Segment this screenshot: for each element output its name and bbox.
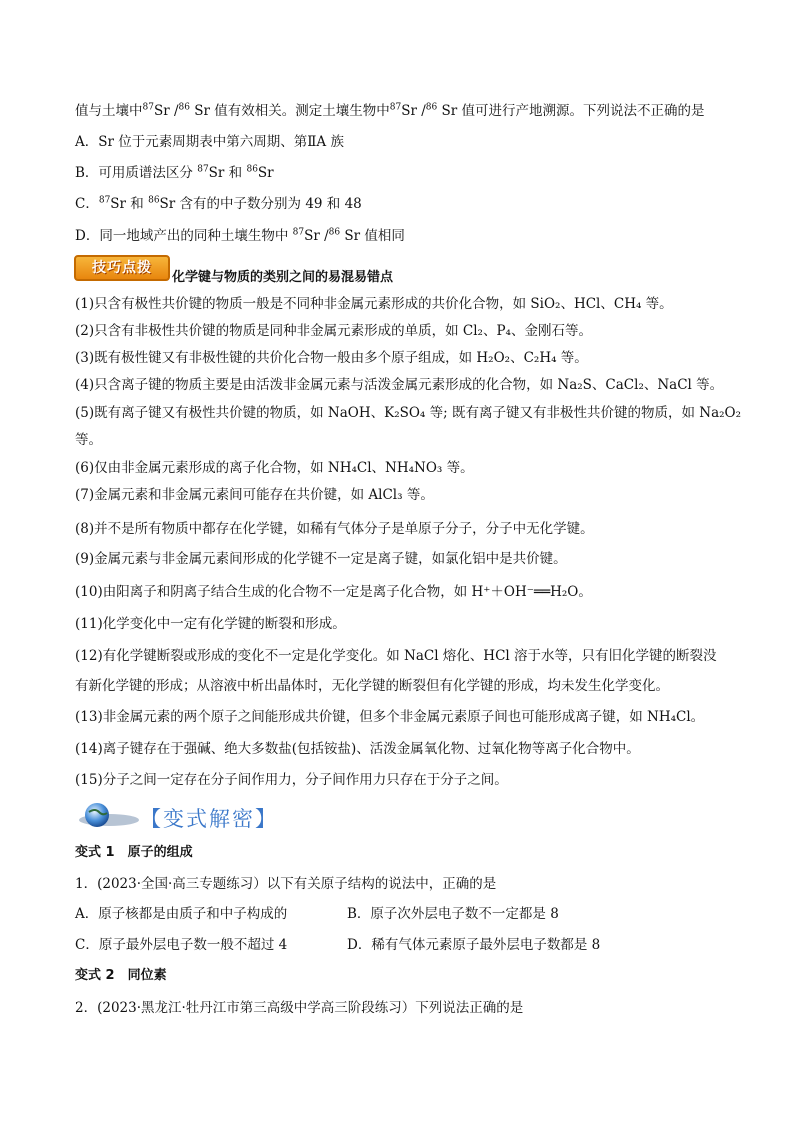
intro-text: 值与土壤中 bbox=[75, 103, 143, 119]
option-text: D．同一地域产出的同种土壤生物中 bbox=[75, 228, 293, 244]
question-1-option-d: D．稀有气体元素原子最外层电子数都是 8 bbox=[347, 937, 601, 953]
tip-10: (10)由阳离子和阴离子结合生成的化合物不一定是离子化合物，如 H⁺＋OH⁻══H₂O。 bbox=[75, 584, 592, 600]
option-a: A．Sr 位于元素周期表中第六周期、第ⅡA 族 bbox=[75, 134, 344, 150]
tip-8: (8)并不是所有物质中都存在化学键，如稀有气体分子是单原子分子，分子中无化学键。 bbox=[75, 521, 594, 537]
mass-number: 86 bbox=[425, 102, 438, 113]
option-text: B．可用质谱法区分 bbox=[75, 165, 198, 181]
mass-number: 87 bbox=[292, 227, 305, 238]
mass-number: 87 bbox=[98, 195, 111, 206]
tip-5-line1: (5)既有离子键又有极性共价键的物质，如 NaOH、K₂SO₄ 等; 既有离子键又有非极性共价键的物质，如 Na₂O₂ bbox=[75, 405, 742, 421]
mass-number: 87 bbox=[197, 164, 209, 175]
mass-number: 86 bbox=[148, 195, 160, 206]
mass-number: 86 bbox=[328, 227, 341, 238]
tip-15: (15)分子之间一定存在分子间作用力，分子间作用力只存在于分子之间。 bbox=[75, 772, 508, 788]
intro-text: Sr 值有效相关。测定土壤生物中 bbox=[189, 103, 390, 119]
intro-text: Sr / bbox=[401, 103, 426, 119]
option-text: C． bbox=[75, 196, 99, 212]
option-d bbox=[75, 226, 405, 246]
tip-2: (2)只含有非极性共价键的物质是同种非金属元素形成的单质，如 Cl₂、P₄、金刚石等。 bbox=[75, 323, 592, 339]
tip-11: (11)化学变化中一定有化学键的断裂和形成。 bbox=[75, 616, 346, 632]
tip-6: (6)仅由非金属元素形成的离子化合物，如 NH₄Cl、NH₄NO₃ 等。 bbox=[75, 460, 474, 476]
question-2: 2．(2023·黑龙江·牡丹江市第三高级中学高三阶段练习）下列说法正确的是 bbox=[75, 1000, 524, 1016]
mass-number: 87 bbox=[389, 102, 402, 113]
tip-12-line2: 有新化学键的形成；从溶液中析出晶体时，无化学键的断裂但有化学键的形成，均未发生化学变化。 bbox=[75, 678, 669, 694]
option-text: Sr 和 bbox=[208, 165, 247, 181]
option-text: Sr 含有的中子数分别为 49 和 48 bbox=[159, 196, 362, 212]
mass-number: 87 bbox=[142, 102, 154, 113]
mass-number: 86 bbox=[246, 164, 258, 175]
option-text: Sr 值相同 bbox=[340, 228, 405, 244]
tips-badge bbox=[74, 255, 170, 281]
tips-badge-label: 技巧点拨 bbox=[92, 260, 152, 276]
option-text: Sr / bbox=[304, 228, 329, 244]
globe-icon bbox=[75, 800, 139, 832]
tip-5-line2: 等。 bbox=[75, 432, 102, 448]
intro-line bbox=[75, 101, 705, 121]
question-1-option-c: C．原子最外层电子数一般不超过 4 bbox=[75, 937, 288, 953]
tip-12-line1: (12)有化学键断裂或形成的变化不一定是化学变化。如 NaCl 熔化、HCl 溶于水等，只有旧化学键的断裂没 bbox=[75, 648, 717, 664]
option-text: Sr bbox=[257, 165, 274, 181]
variant-2-title: 变式 2 同位素 bbox=[75, 968, 167, 983]
option-c bbox=[75, 194, 362, 214]
mass-number: 86 bbox=[178, 102, 190, 113]
tip-9: (9)金属元素与非金属元素间形成的化学键不一定是离子键，如氯化铝中是共价键。 bbox=[75, 551, 567, 567]
tips-title: 化学键与物质的类别之间的易混易错点 bbox=[172, 270, 394, 285]
variant-1-title: 变式 1 原子的组成 bbox=[75, 845, 193, 860]
option-b bbox=[75, 163, 274, 183]
question-1: 1．(2023·全国·高三专题练习）以下有关原子结构的说法中，正确的是 bbox=[75, 876, 497, 892]
tip-4: (4)只含离子键的物质主要是由活泼非金属元素与活泼金属元素形成的化合物，如 Na₂S、CaCl₂、NaCl 等。 bbox=[75, 377, 724, 393]
intro-text: Sr 值可进行产地溯源。下列说法不正确的是 bbox=[437, 103, 705, 119]
option-text: Sr 和 bbox=[110, 196, 149, 212]
tip-3: (3)既有极性键又有非极性键的共价化合物一般由多个原子组成，如 H₂O₂、C₂H₄ 等。 bbox=[75, 350, 588, 366]
question-1-option-a: A．原子核都是由质子和中子构成的 bbox=[75, 906, 288, 922]
tip-14: (14)离子键存在于强碱、绝大多数盐(包括铵盐)、活泼金属氧化物、过氧化物等离子化合物中。 bbox=[75, 741, 640, 757]
tip-1: (1)只含有极性共价键的物质一般是不同种非金属元素形成的共价化合物，如 SiO₂、HCl、CH₄ 等。 bbox=[75, 296, 673, 312]
tip-13: (13)非金属元素的两个原子之间能形成共价键，但多个非金属元素原子间也可能形成离子键，如 NH₄Cl。 bbox=[75, 709, 705, 725]
question-1-option-b: B．原子次外层电子数不一定都是 8 bbox=[347, 906, 559, 922]
section-title: 【变式解密】 bbox=[140, 807, 278, 831]
intro-text: Sr / bbox=[153, 103, 179, 119]
tip-7: (7)金属元素和非金属元素间可能存在共价键，如 AlCl₃ 等。 bbox=[75, 487, 434, 503]
